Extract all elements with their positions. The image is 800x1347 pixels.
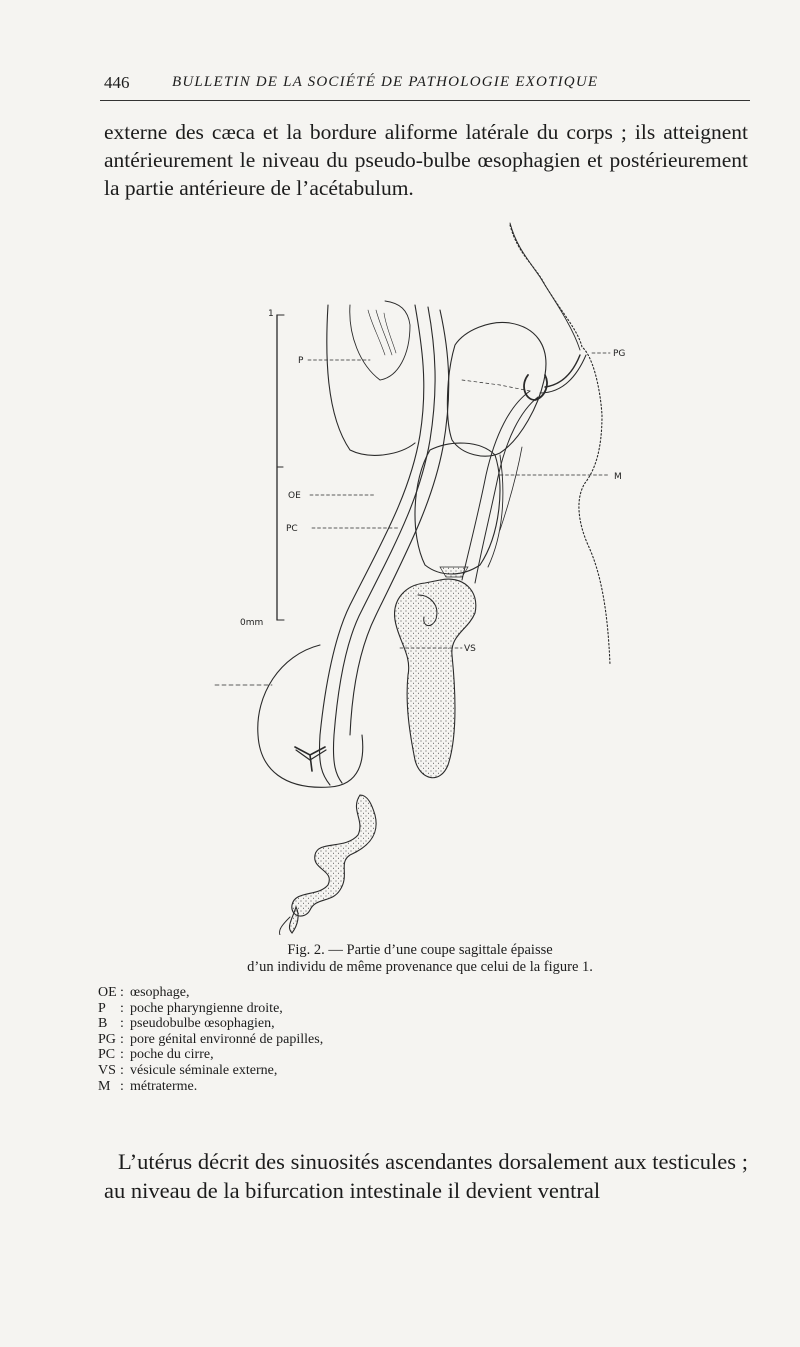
label-PG: PG xyxy=(613,349,626,359)
page-number: 446 xyxy=(104,73,130,92)
figure-caption xyxy=(160,942,680,976)
legend-item: B : pseudobulbe œsophagien, xyxy=(98,1016,275,1032)
legend-item: PG : pore génital environné de papilles, xyxy=(98,1031,324,1047)
scale-label-top: 1 xyxy=(268,309,274,319)
caption-line-2: d’un individu de même provenance que celui de la figure 1. xyxy=(247,959,593,975)
body-paragraph-2: L’utérus décrit des sinuosités ascendantes dorsalement aux testicules ; au niveau de la bifurcation intestinale il devient ventral xyxy=(104,1149,748,1203)
body-outline xyxy=(510,225,610,665)
legend-item: OE : œsophage, xyxy=(98,985,190,1000)
running-head: BULLETIN DE LA SOCIÉTÉ DE PATHOLOGIE EXOTIQUE xyxy=(172,74,599,90)
figure-anatomical-drawing xyxy=(200,215,640,935)
running-header xyxy=(100,70,750,101)
lower-sac xyxy=(258,645,363,787)
label-OE: OE xyxy=(288,491,301,501)
scale-bar xyxy=(240,309,284,628)
seminal-vesicle xyxy=(395,579,476,778)
body-paragraph-1: externe des cæca et la bordure aliforme latérale du corps ; ils atteignent antérieurement le niveau du pseudo-bulbe œsophagien et postérieurement la partie antérieure de l’acétabulum. xyxy=(104,120,748,200)
label-M: M xyxy=(614,472,622,482)
caption-line-1: Fig. 2. — Partie d’une coupe sagittale épaisse xyxy=(287,942,553,958)
cirrus-pouch xyxy=(415,443,500,574)
legend-item: PC : poche du cirre, xyxy=(98,1047,214,1063)
legend-item: VS : vésicule séminale externe, xyxy=(98,1062,278,1078)
label-P: P xyxy=(298,356,304,366)
uterus-coils xyxy=(292,795,376,916)
pharyngeal-pouch xyxy=(327,305,415,455)
legend-item: M : métraterme. xyxy=(98,1078,198,1094)
label-PC: PC xyxy=(286,524,298,534)
figure-legend xyxy=(98,985,323,1094)
label-VS: VS xyxy=(464,644,476,654)
scale-label-bottom: 0mm xyxy=(240,618,264,628)
pseudobulb xyxy=(447,322,546,456)
legend-item: P : poche pharyngienne droite, xyxy=(98,1000,283,1016)
